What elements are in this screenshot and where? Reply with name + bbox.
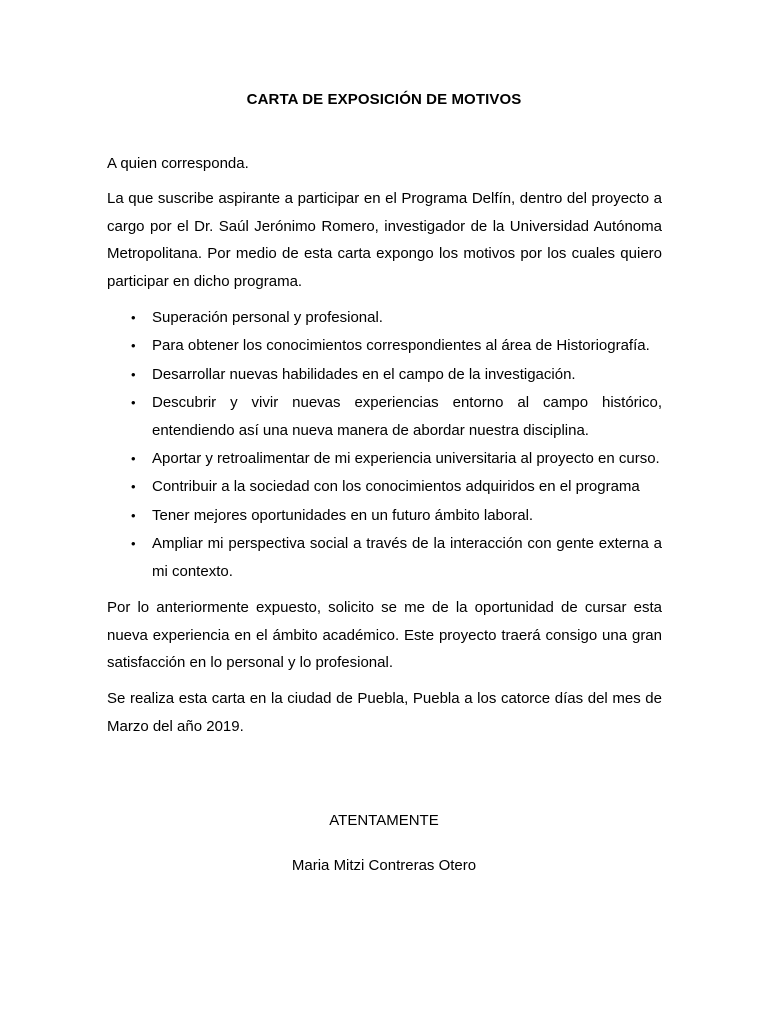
signer-name: Maria Mitzi Contreras Otero (291, 857, 477, 874)
closing: ATENTAMENTE (329, 812, 439, 829)
bullet-icon: • (131, 395, 136, 411)
bullet-icon: • (131, 479, 136, 495)
list-item (131, 445, 662, 472)
intro-paragraph: La que suscribe aspirante a participar en el Programa Delfín, dentro del proyecto a cargo por el Dr. Saúl Jerónimo Romero, investigador de la Universidad Autónoma Metropolitana. Por medio de esta carta expongo los motivos por los cuales quiero participar en dicho programa. (107, 190, 662, 290)
list-item (131, 473, 662, 500)
reasons-list (107, 304, 662, 585)
list-item (131, 502, 662, 529)
bullet-icon: • (131, 536, 136, 552)
conclusion-paragraph: Por lo anteriormente expuesto, solicito se me de la oportunidad de cursar esta nueva experiencia en el ámbito académico. Este proyecto traerá consigo una gran satisfacción en lo personal y lo profesional. (107, 599, 662, 671)
list-item (131, 304, 662, 331)
salutation: A quien corresponda. (107, 155, 249, 172)
bullet-icon: • (131, 366, 136, 382)
list-item-text: Desarrollar nuevas habilidades en el campo de la investigación. (152, 365, 576, 383)
list-item (131, 361, 662, 388)
list-item-text: Para obtener los conocimientos correspondientes al área de Historiografía. (152, 337, 650, 355)
list-item-text: Aportar y retroalimentar de mi experiencia universitaria al proyecto en curso. (152, 450, 660, 468)
list-item-text: Contribuir a la sociedad con los conocimientos adquiridos en el programa (152, 478, 640, 496)
place-date-paragraph: Se realiza esta carta en la ciudad de Puebla, Puebla a los catorce días del mes de Marzo del año 2019. (107, 690, 662, 735)
list-item-text: Superación personal y profesional. (152, 309, 383, 327)
bullet-icon: • (131, 451, 136, 467)
list-item-text: Descubrir y vivir nuevas experiencias entorno al campo histórico, entendiendo así una nueva manera de abordar nuestra disciplina. (152, 394, 662, 439)
bullet-icon: • (131, 310, 136, 326)
bullet-icon: • (131, 338, 136, 354)
list-item-text: Tener mejores oportunidades en un futuro ámbito laboral. (152, 506, 534, 524)
list-item (131, 389, 662, 444)
list-item (131, 530, 662, 585)
list-item-text: Ampliar mi perspectiva social a través de la interacción con gente externa a mi contexto. (152, 535, 662, 580)
letter-body (107, 150, 662, 749)
bullet-icon: • (131, 507, 136, 523)
list-item (131, 332, 662, 359)
document-title: CARTA DE EXPOSICIÓN DE MOTIVOS (246, 91, 522, 108)
